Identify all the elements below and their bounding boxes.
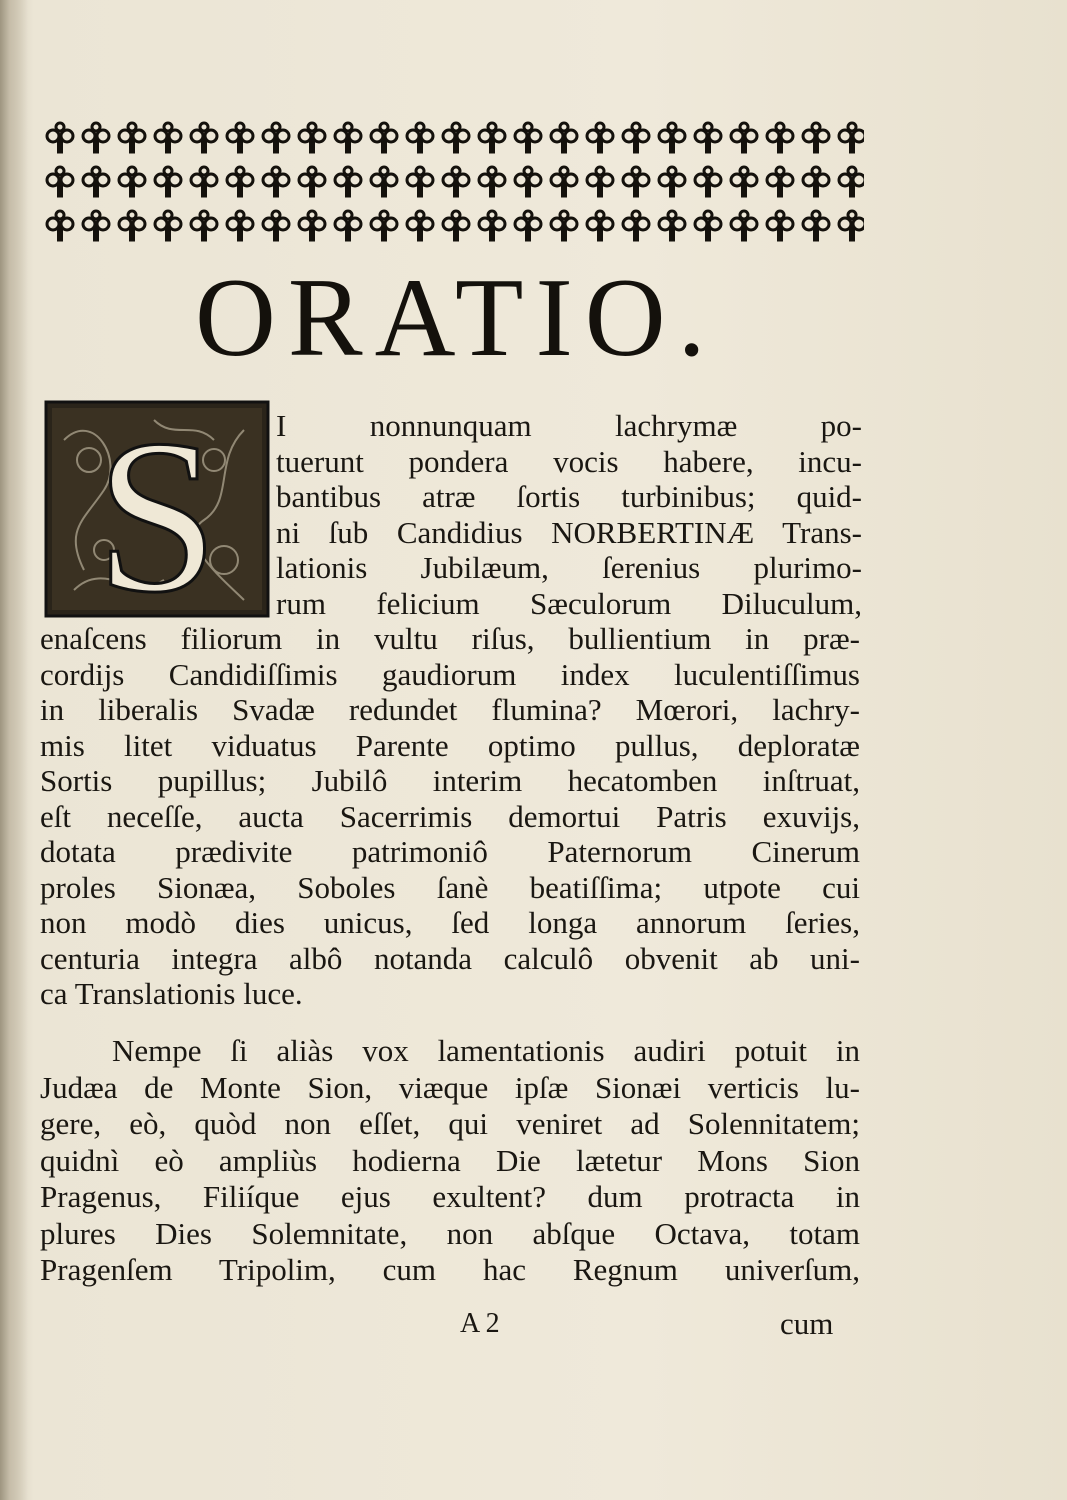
fleuron-ornament [623, 211, 649, 240]
fleuron-ornament [731, 211, 757, 240]
fleuron-ornament [515, 123, 541, 152]
fleuron-ornament [551, 211, 577, 240]
fleuron-ornament [731, 167, 757, 196]
fleuron-ornament [443, 211, 469, 240]
fleuron-ornament [479, 211, 505, 240]
signature-mark: A 2 [460, 1308, 500, 1339]
fleuron-ornament [191, 211, 217, 240]
text-line: centuria integra albô notanda calculô obvenit ab uni- [40, 940, 860, 976]
text-line: eſt neceſſe, aucta Sacerrimis demortui Patris exuvijs, [40, 798, 860, 834]
fleuron-ornament [659, 167, 685, 196]
fleuron-ornament [407, 211, 433, 240]
fleuron-ornament [803, 211, 829, 240]
fleuron-ornament [695, 123, 721, 152]
text-line: rum felicium Sæculorum Diluculum, [276, 585, 862, 621]
fleuron-ornament [371, 167, 397, 196]
fleuron-ornament [407, 123, 433, 152]
text-line: cordijs Candidiſſimis gaudiorum index luculentiſſimus [40, 656, 860, 692]
fleuron-ornament [587, 211, 613, 240]
text-line: Sortis pupillus; Jubilô interim hecatomben inſtruat, [40, 763, 860, 798]
text-line: gere, eò, quòd non eſſet, qui veniret ad Solennitatem; [40, 1106, 860, 1141]
initial-letter-glyph: S [95, 400, 219, 618]
fleuron-ornament [191, 123, 217, 152]
text-line: in liberalis Svadæ redundet flumina? Mœrori, lachry- [40, 692, 860, 727]
fleuron-ornament [659, 211, 685, 240]
fleuron-ornament [515, 167, 541, 196]
fleuron-ornament [119, 211, 145, 240]
fleuron-ornament [407, 167, 433, 196]
fleuron-ornament [479, 123, 505, 152]
text-line: dotata prædivite patrimoniô Paternorum Cinerum [40, 834, 860, 869]
fleuron-ornament [767, 123, 793, 152]
fleuron-ornament [587, 167, 613, 196]
fleuron-ornament [83, 211, 109, 240]
fleuron-ornament [47, 123, 73, 152]
catchword: cum [780, 1306, 834, 1341]
fleuron-ornament [443, 123, 469, 152]
text-line: ca Translationis luce. [40, 976, 303, 1011]
fleuron-ornament [263, 167, 289, 196]
fleuron-ornament [263, 123, 289, 152]
text-line: ni ſub Candidius NORBERTINÆ Trans- [276, 514, 862, 550]
fleuron-ornament [839, 167, 864, 196]
text-line: bantibus atræ ſortis turbinibus; quid- [276, 479, 862, 514]
fleuron-ornament [695, 211, 721, 240]
text-line: Pragenus, Filiíque ejus exultent? dum protracta in [40, 1179, 860, 1214]
text-line: Nempe ſi aliàs vox lamentationis audiri potuit in [112, 1033, 860, 1068]
fleuron-ornament [803, 123, 829, 152]
fleuron-ornament [155, 123, 181, 152]
fleuron-ornament [371, 123, 397, 152]
fleuron-ornament [551, 123, 577, 152]
ornamental-headpiece [44, 118, 864, 248]
fleuron-ornament [119, 123, 145, 152]
fleuron-ornament [659, 123, 685, 152]
fleuron-ornament [83, 167, 109, 196]
decorated-initial-s [44, 400, 270, 618]
fleuron-ornament [767, 167, 793, 196]
fleuron-ornament [335, 123, 361, 152]
fleuron-ornament [839, 211, 864, 240]
fleuron-ornament [47, 211, 73, 240]
text-line: plures Dies Solemnitate, non abſque Octava, totam [40, 1215, 860, 1251]
fleuron-ornament [767, 211, 793, 240]
text-line: enaſcens filiorum in vultu riſus, bullientium in præ- [40, 621, 860, 656]
fleuron-ornament [551, 167, 577, 196]
text-line: proles Sionæa, Soboles ſanè beatiſſima; utpote cui [40, 869, 860, 905]
text-line: I nonnunquam lachrymæ po- [276, 408, 862, 443]
fleuron-ornament [731, 123, 757, 152]
binding-gutter [0, 0, 28, 1500]
fleuron-ornament [155, 211, 181, 240]
fleuron-ornament [299, 167, 325, 196]
fleuron-ornament [227, 167, 253, 196]
fleuron-ornament [227, 123, 253, 152]
fleuron-ornament [803, 167, 829, 196]
fleuron-ornament [155, 167, 181, 196]
fleuron-ornament [299, 211, 325, 240]
fleuron-ornament [479, 167, 505, 196]
fleuron-ornament [335, 167, 361, 196]
fleuron-ornament [443, 167, 469, 196]
text-line: quidnì eò ampliùs hodierna Die lætetur Mons Sion [40, 1142, 860, 1178]
fleuron-ornament [299, 123, 325, 152]
fleuron-ornament [587, 123, 613, 152]
fleuron-ornament [119, 167, 145, 196]
fleuron-ornament [695, 167, 721, 196]
fleuron-ornament [227, 211, 253, 240]
fleuron-ornament [515, 211, 541, 240]
fleuron-ornament [83, 123, 109, 152]
text-line: mis litet viduatus Parente optimo pullus, deploratæ [40, 727, 860, 763]
text-line: lationis Jubilæum, ſerenius plurimo- [276, 550, 862, 585]
fleuron-ornament [839, 123, 864, 152]
fleuron-ornament [335, 211, 361, 240]
fleuron-ornament [623, 123, 649, 152]
text-line: Judæa de Monte Sion, viæque ipſæ Sionæi verticis lu- [40, 1069, 860, 1105]
text-line: non modò dies unicus, ſed longa annorum ſeries, [40, 905, 860, 940]
fleuron-ornament [47, 167, 73, 196]
text-line: Pragenſem Tripolim, cum hac Regnum univerſum, [40, 1252, 860, 1287]
fleuron-ornament [191, 167, 217, 196]
fleuron-ornament [623, 167, 649, 196]
fleuron-ornament [263, 211, 289, 240]
text-line: tuerunt pondera vocis habere, incu- [276, 443, 862, 479]
page-title: ORATIO. [195, 256, 718, 380]
fleuron-ornament [371, 211, 397, 240]
